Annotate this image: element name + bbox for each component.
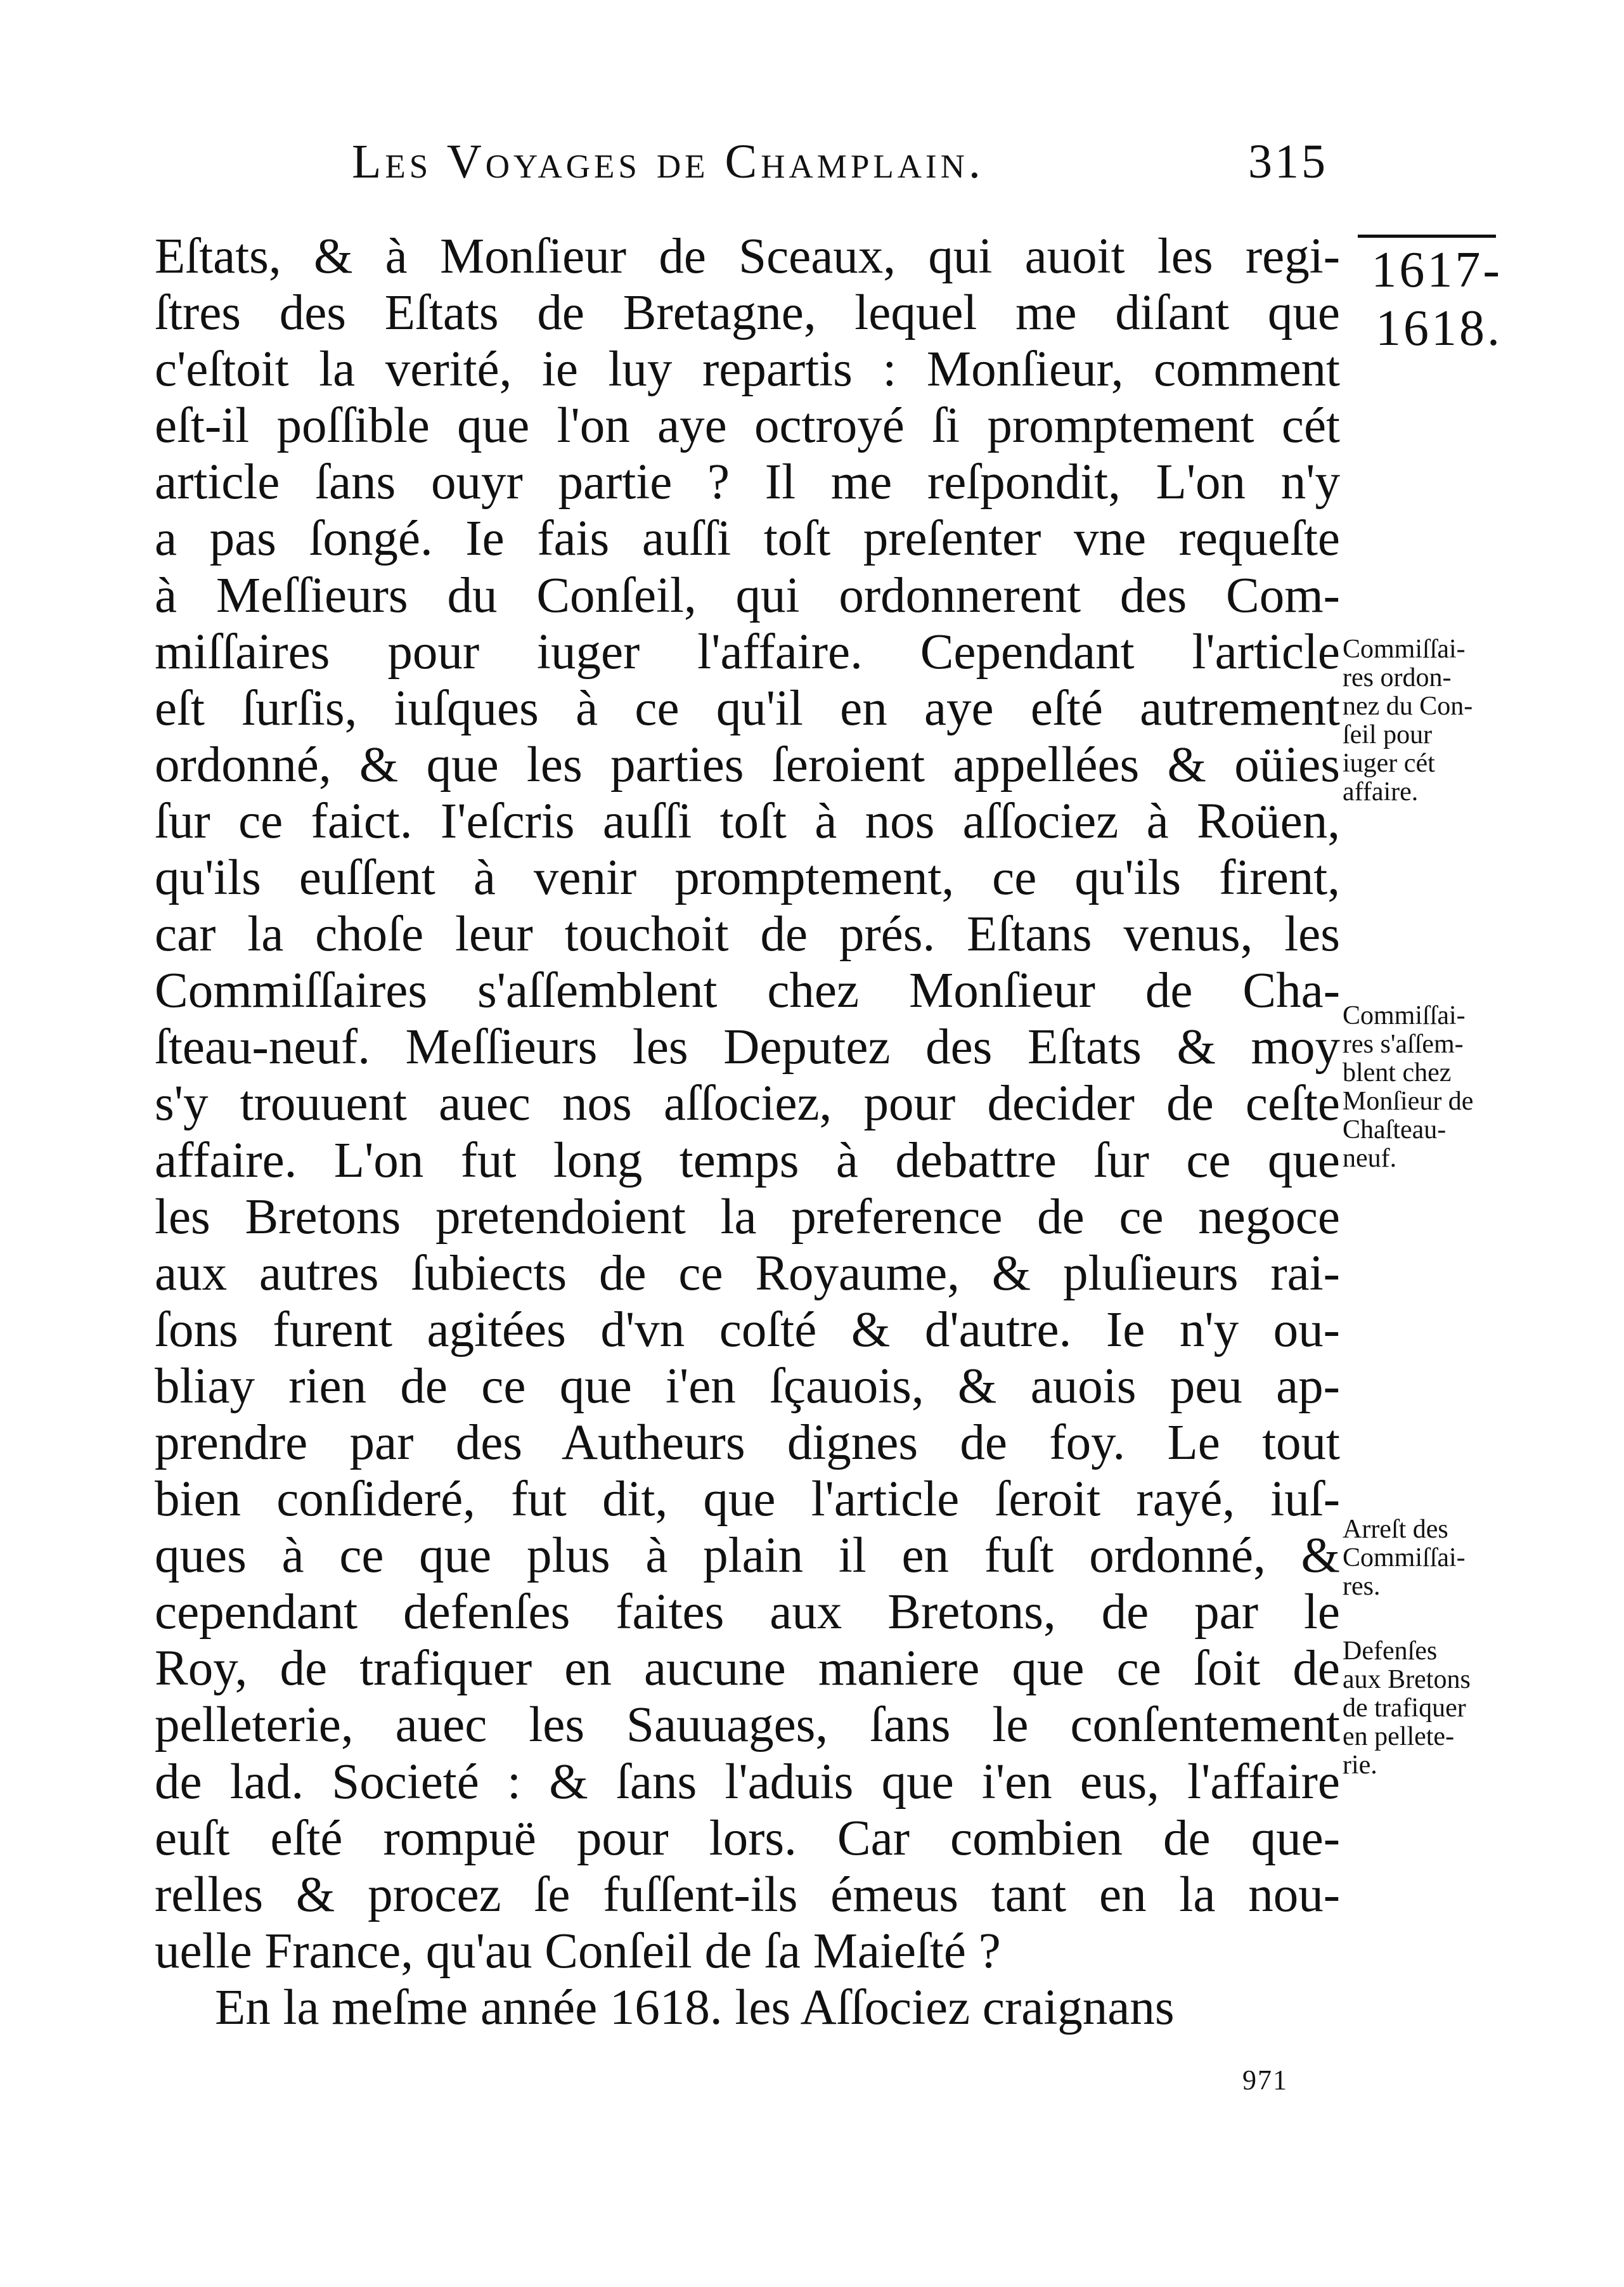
text-line: Roy, de trafiquer en aucune maniere que ce ſoit de — [155, 1641, 1340, 1697]
text-line: ques à ce que plus à plain il en fuſt ordonné, & — [155, 1528, 1340, 1584]
text-line: relles & procez ſe fuſſent-ils émeus tant en la nou- — [155, 1867, 1340, 1922]
text-line: pelleterie, auec les Sauuages, ſans le conſentement — [155, 1697, 1340, 1753]
running-head — [352, 127, 1328, 197]
text-line: ordonné, & que les parties ſeroient appellées & oüies — [155, 737, 1340, 793]
running-head-title: Les Voyages de Champlain. — [352, 135, 984, 188]
text-line: ſur ce faict. I'eſcris auſſi toſt à nos aſſociez à Roüen, — [155, 793, 1340, 849]
text-line: les Bretons pretendoient la preference de ce negoce — [155, 1189, 1340, 1245]
text-line: article ſans ouyr partie ? Il me reſpondit, L'on n'y — [155, 455, 1340, 510]
marginal-note: Commiſſai- res s'aſſem- blent chez Monſieur de Chaſteau- neuf. — [1343, 1001, 1474, 1173]
year-note-start: 1617- — [1371, 242, 1502, 298]
text-line: s'y trouuent auec nos aſſociez, pour decider de ceſte — [155, 1076, 1340, 1132]
text-line: Eſtats, & à Monſieur de Sceaux, qui auoit les regi- — [155, 229, 1340, 284]
body-text — [155, 228, 1340, 2036]
marginal-note: Commiſſai- res ordon- nez du Con- ſeil pour iuger cét affaire. — [1343, 635, 1473, 807]
text-line: eſt-il poſſible que l'on aye octroyé ſi promptement cét — [155, 398, 1340, 454]
year-note-end: 1618. — [1376, 301, 1502, 356]
text-line: à Meſſieurs du Conſeil, qui ordonnerent des Com- — [155, 567, 1340, 623]
signature-mark: 971 — [1242, 2064, 1288, 2096]
text-line: miſſaires pour iuger l'affaire. Cependant l'article — [155, 624, 1340, 680]
text-line: bliay rien de ce que i'en ſçauois, & auois peu ap- — [155, 1358, 1340, 1414]
page-number: 315 — [1248, 135, 1328, 188]
text-line: cependant defenſes faites aux Bretons, de par le — [155, 1584, 1340, 1640]
marginal-note: Arreſt des Commiſſai- res. — [1343, 1515, 1466, 1601]
text-line: Commiſſaires s'aſſemblent chez Monſieur de Cha- — [155, 963, 1340, 1019]
text-line: ſtres des Eſtats de Bretagne, lequel me diſant que — [155, 285, 1340, 341]
text-line: qu'ils euſſent à venir promptement, ce qu'ils firent, — [155, 850, 1340, 906]
text-line: ſons furent agitées d'vn coſté & d'autre. Ie n'y ou- — [155, 1302, 1340, 1357]
marginal-note: Defenſes aux Bretons de trafiquer en pellete- rie. — [1343, 1636, 1471, 1780]
text-line: eſt ſurſis, iuſques à ce qu'il en aye eſté autrement — [155, 680, 1340, 736]
text-line: a pas ſongé. Ie fais auſſi toſt preſenter vne requeſte — [155, 511, 1340, 567]
text-line: prendre par des Autheurs dignes de foy. Le tout — [155, 1415, 1340, 1470]
year-rule — [1358, 235, 1496, 238]
text-line: En la meſme année 1618. les Aſſociez craignans — [215, 1979, 1175, 2035]
text-line: euſt eſté rompuë pour lors. Car combien de que- — [155, 1810, 1340, 1866]
text-line: de lad. Societé : & ſans l'aduis que i'en eus, l'affaire — [155, 1754, 1340, 1810]
text-line: bien conſideré, fut dit, que l'article ſeroit rayé, iuſ- — [155, 1472, 1340, 1527]
text-line: uelle France, qu'au Conſeil de ſa Maieſté ? — [155, 1923, 1001, 1979]
text-line: car la choſe leur touchoit de prés. Eſtans venus, les — [155, 907, 1340, 962]
text-line: ſteau-neuf. Meſſieurs les Deputez des Eſtats & moy — [155, 1020, 1340, 1075]
text-line: c'eſtoit la verité, ie luy repartis : Monſieur, comment — [155, 342, 1340, 398]
text-line: affaire. L'on fut long temps à debattre ſur ce que — [155, 1132, 1340, 1188]
text-line: aux autres ſubiects de ce Royaume, & pluſieurs rai- — [155, 1245, 1340, 1301]
